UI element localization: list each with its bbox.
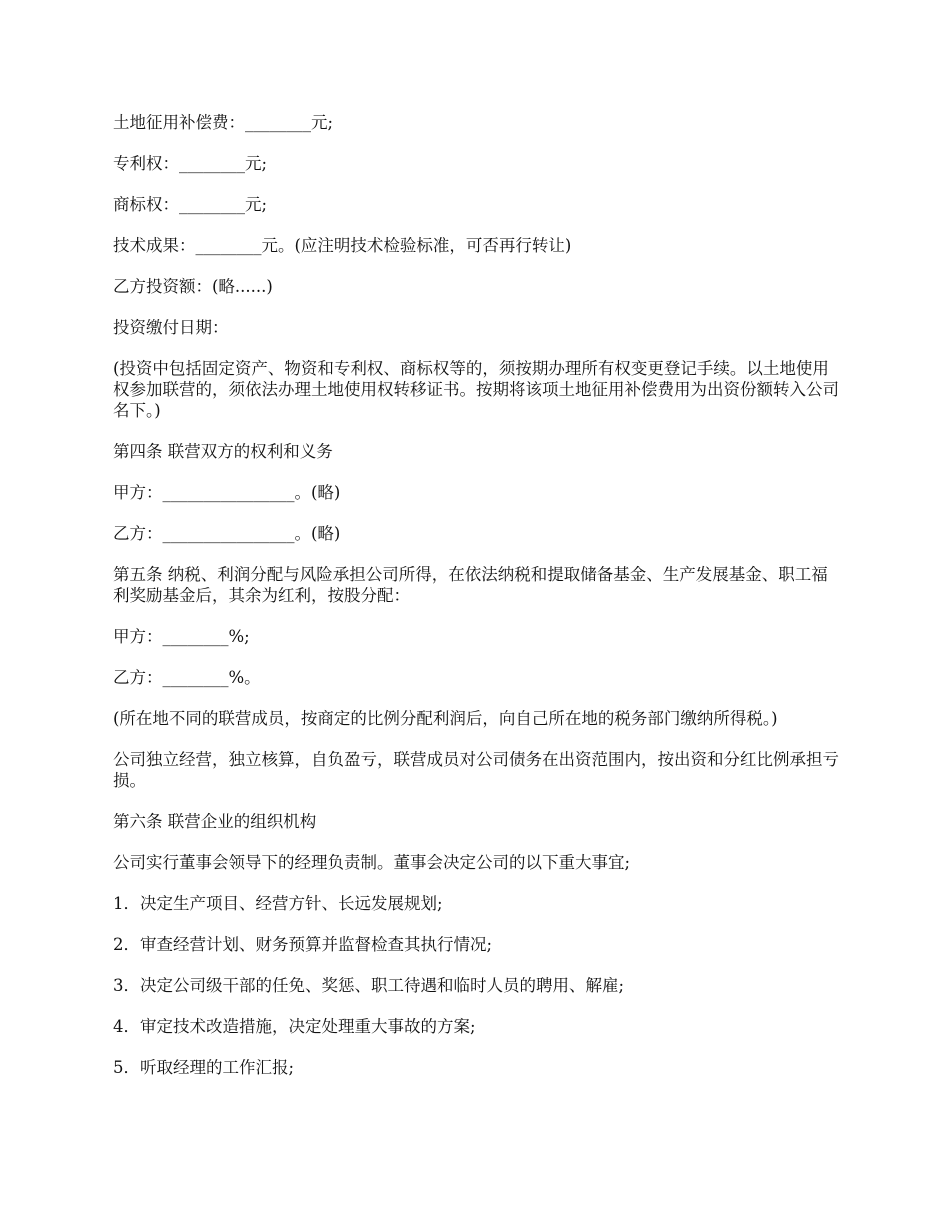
document-body (113, 112, 841, 1098)
paragraph-patent: 专利权：________元; (113, 154, 268, 173)
list-item-1: 1．决定生产项目、经营方针、长远发展规划; (113, 894, 443, 913)
heading-article-4: 第四条 联营双方的权利和义务 (113, 442, 333, 461)
paragraph-tech-results: 技术成果：________元。(应注明技术检验标准，可否再行转让) (113, 236, 572, 255)
paragraph-independent-operation: 公司独立经营，独立核算，自负盈亏，联营成员对公司债务在出资范围内，按出资和分红比例承担亏损。 (113, 750, 839, 790)
list-item-5: 5．听取经理的工作汇报; (113, 1058, 295, 1077)
paragraph-board-system: 公司实行董事会领导下的经理负责制。董事会决定公司的以下重大事宜; (113, 853, 631, 872)
paragraph-trademark: 商标权：________元; (113, 195, 268, 214)
heading-article-5: 第五条 纳税、利润分配与风险承担公司所得，在依法纳税和提取储备基金、生产发展基金、职工福利奖励基金后，其余为红利，按股分配： (113, 565, 828, 605)
list-item-2: 2．审查经营计划、财务预算并监督检查其执行情况; (113, 935, 493, 954)
paragraph-payment-date: 投资缴付日期： (113, 318, 229, 337)
paragraph-party-b-share: 乙方：________%。 (113, 668, 261, 687)
paragraph-investment-note: (投资中包括固定资产、物资和专利权、商标权等的，须按期办理所有权变更登记手续。以土地使用权参加联营的，须依法办理土地使用权转移证书。按期将该项土地征用补偿费用为出资份额转入公司名下。) (113, 359, 839, 420)
paragraph-party-b-investment: 乙方投资额：(略......) (113, 277, 273, 296)
list-item-3: 3．决定公司级干部的任免、奖惩、职工待遇和临时人员的聘用、解雇; (113, 976, 625, 995)
paragraph-party-b-rights: 乙方：________________。(略) (113, 524, 341, 543)
paragraph-party-a-share: 甲方：________%; (113, 627, 250, 646)
paragraph-tax-note: (所在地不同的联营成员，按商定的比例分配利润后，向自己所在地的税务部门缴纳所得税。) (113, 709, 778, 728)
paragraph-land-compensation: 土地征用补偿费：________元; (113, 113, 334, 132)
list-item-4: 4．审定技术改造措施，决定处理重大事故的方案; (113, 1017, 476, 1036)
paragraph-party-a-rights: 甲方：________________。(略) (113, 483, 341, 502)
heading-article-6: 第六条 联营企业的组织机构 (113, 812, 317, 831)
